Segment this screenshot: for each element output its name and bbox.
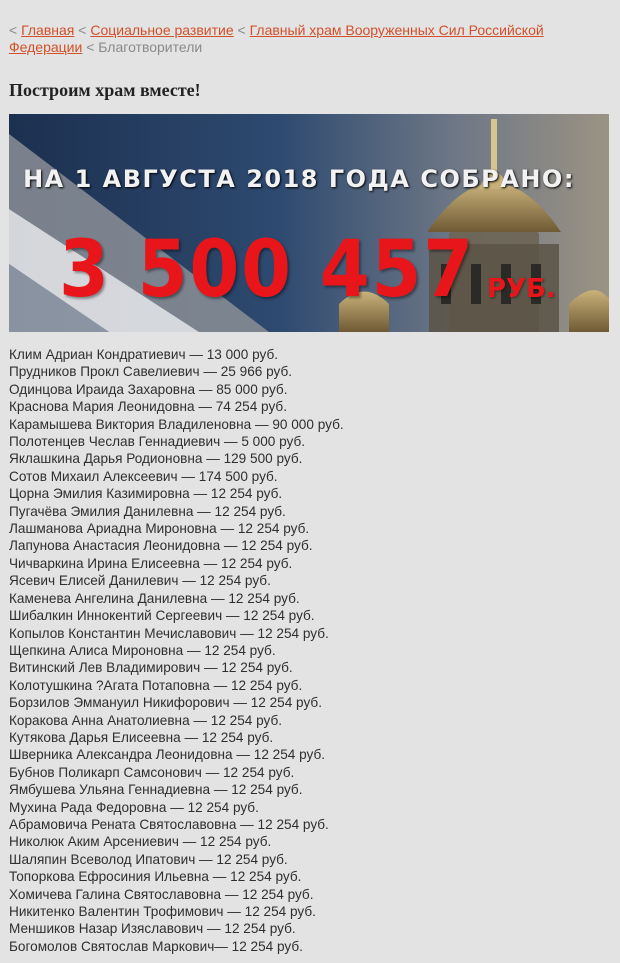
breadcrumb-link-social[interactable]: Социальное развитие <box>90 22 234 38</box>
breadcrumb-separator: < <box>86 39 95 55</box>
donor-entry: Бубнов Поликарп Самсонович — 12 254 руб. <box>9 764 295 780</box>
donor-entry: Витинский Лев Владимирович — 12 254 руб. <box>9 660 293 676</box>
donor-entry: Шаляпин Всеволод Ипатович — 12 254 руб. <box>9 851 288 867</box>
donor-entry: Ясевич Елисей Данилевич — 12 254 руб. <box>9 573 271 589</box>
donor-entry: Богомолов Святослав Маркович— 12 254 руб. <box>9 938 303 954</box>
donor-entry: Карамышева Виктория Владиленовна — 90 000 руб. <box>9 416 344 432</box>
breadcrumb-separator: < <box>9 22 18 38</box>
donor-entry: Одинцова Ираида Захаровна — 85 000 руб. <box>9 381 288 397</box>
donor-entry: Каменева Ангелина Данилевна — 12 254 руб. <box>9 590 300 606</box>
donor-entry: Борзилов Эммануил Никифорович — 12 254 руб. <box>9 695 322 711</box>
breadcrumb-separator: < <box>78 22 87 38</box>
donor-entry: Полотенцев Чеслав Геннадиевич — 5 000 руб. <box>9 434 306 450</box>
donor-entry: Мухина Рада Федоровна — 12 254 руб. <box>9 799 259 815</box>
breadcrumb-separator: < <box>237 22 246 38</box>
breadcrumb-current: Благотворители <box>98 39 203 55</box>
donor-entry: Копылов Константин Мечиславович — 12 254 руб. <box>9 625 329 641</box>
donor-entry: Абрамовича Рената Святославовна — 12 254 руб. <box>9 816 329 832</box>
donor-entry: Щепкина Алиса Мироновна — 12 254 руб. <box>9 642 276 658</box>
donor-entry: Яклашкина Дарья Родионовна — 129 500 руб. <box>9 451 303 467</box>
donor-entry: Никитенко Валентин Трофимович — 12 254 руб. <box>9 904 316 919</box>
donor-entry: Шверника Александра Леонидовна — 12 254 руб. <box>9 747 326 763</box>
donor-entry: Ямбушева Ульяна Геннадиевна — 12 254 руб. <box>9 782 303 798</box>
donor-entry: Меншиков Назар Изяславович — 12 254 руб. <box>9 921 296 937</box>
collected-amount: 3 500 457 <box>59 225 476 315</box>
donor-entry: Николюк Аким Арсениевич — 12 254 руб. <box>9 834 272 850</box>
breadcrumb <box>9 22 599 56</box>
donor-entry: Топоркова Ефросиния Ильевна — 12 254 руб. <box>9 869 302 885</box>
donor-entry: Лашманова Ариадна Мироновна — 12 254 руб. <box>9 521 310 537</box>
donor-entry: Клим Адриан Кондратиевич — 13 000 руб. <box>9 347 279 362</box>
donor-entry: Хомичева Галина Святославовна — 12 254 руб. <box>9 886 314 902</box>
breadcrumb-link-home[interactable]: Главная <box>21 22 75 38</box>
donor-entry: Краснова Мария Леонидовна — 74 254 руб. <box>9 399 287 415</box>
donor-entry: Колотушкина ?Агата Потаповна — 12 254 руб. <box>9 677 303 693</box>
banner-headline: НА 1 АВГУСТА 2018 ГОДА СОБРАНО: <box>23 165 575 193</box>
donor-entry: Лапунова Анастасия Леонидовна — 12 254 руб. <box>9 538 313 554</box>
donor-entry: Шибалкин Иннокентий Сергеевич — 12 254 руб. <box>9 608 315 624</box>
donor-entry: Цорна Эмилия Казимировна — 12 254 руб. <box>9 486 283 502</box>
donor-entry: Чичваркина Ирина Елисеевна — 12 254 руб. <box>9 555 293 571</box>
donor-entry: Сотов Михаил Алексеевич — 174 500 руб. <box>9 468 278 484</box>
donor-entry: Прудников Прокл Савелиевич — 25 966 руб. <box>9 364 293 380</box>
donor-entry: Коракова Анна Анатолиевна — 12 254 руб. <box>9 712 283 728</box>
donation-banner <box>9 114 609 332</box>
donor-list <box>9 346 344 955</box>
page-title: Построим храм вместе! <box>9 80 201 100</box>
donor-entry: Кутякова Дарья Елисеевна — 12 254 руб. <box>9 729 274 745</box>
currency-label: РУБ. <box>487 274 556 304</box>
breadcrumb-link-temple[interactable]: Главный храм Вооруженных Сил Российской Федерации <box>9 22 544 55</box>
donor-entry: Пугачёва Эмилия Данилевна — 12 254 руб. <box>9 503 286 519</box>
